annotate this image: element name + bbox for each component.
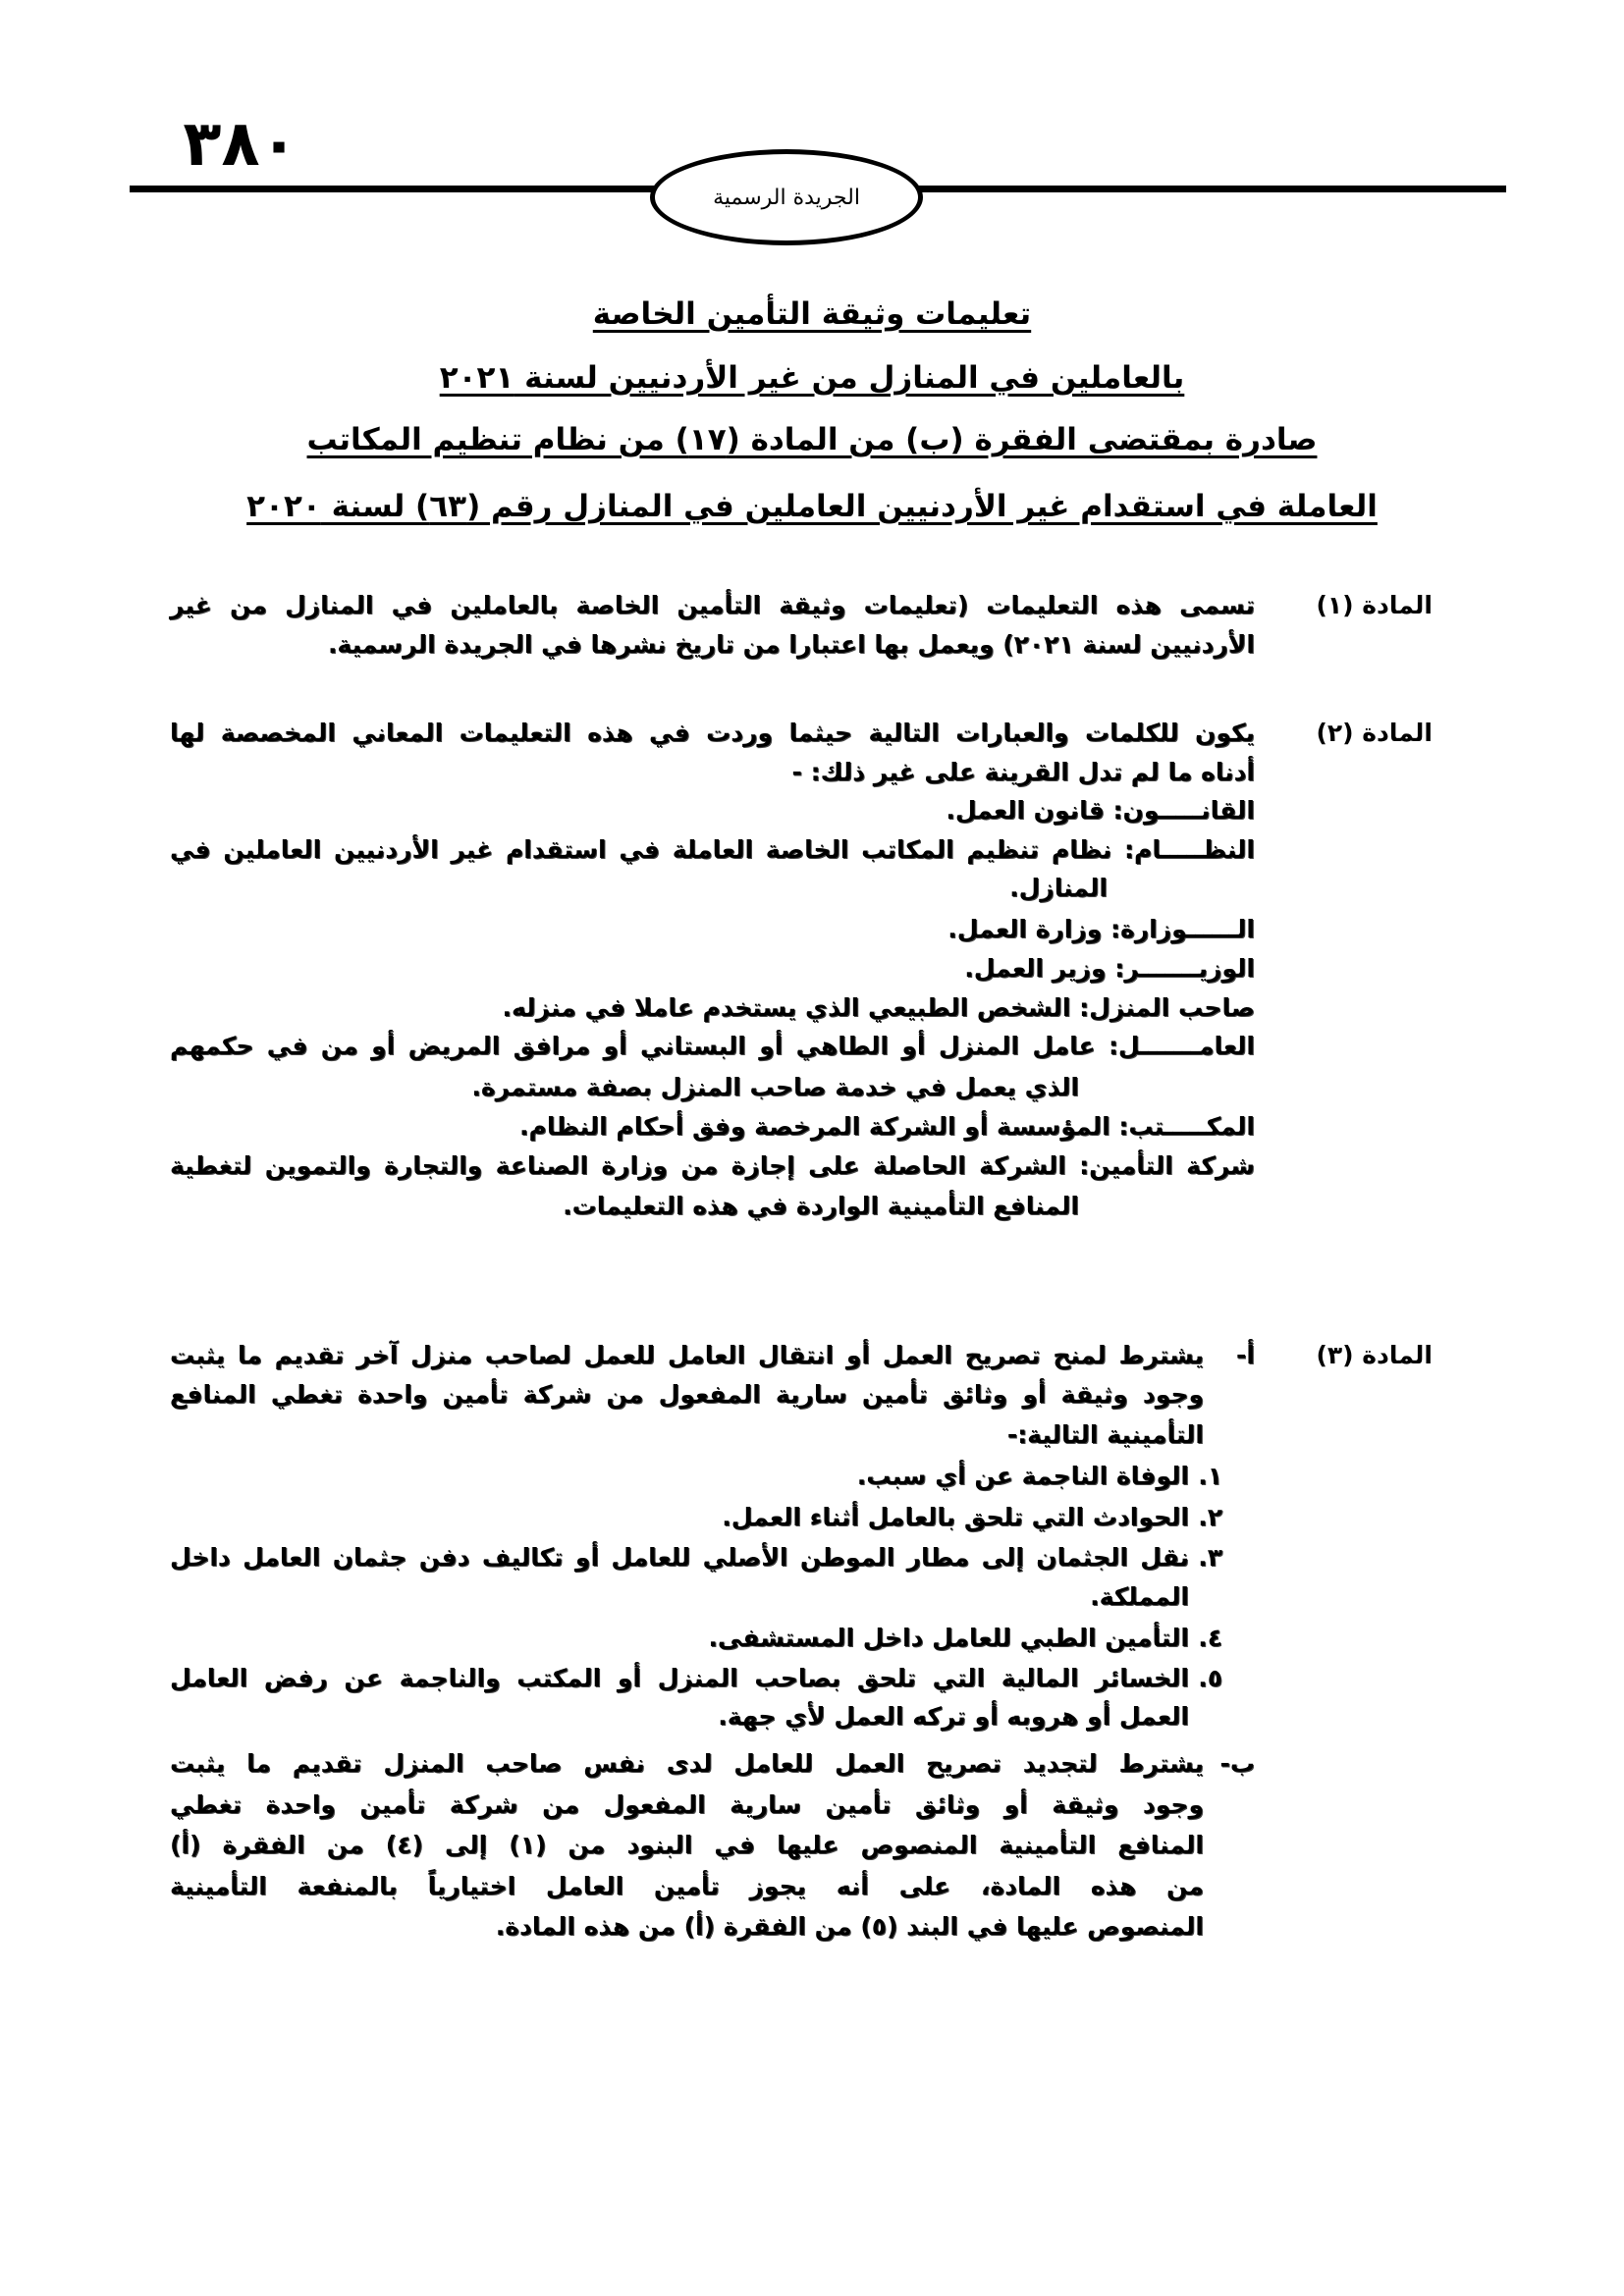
item-number: ٣. bbox=[1198, 1543, 1222, 1572]
definition-ministry: الــــــوزارة: وزارة العمل. bbox=[947, 915, 1255, 943]
definition-continuation: المنافع التأمينية الواردة في هذه التعليمات. bbox=[563, 1192, 1079, 1220]
definition-law: القانـــــون: قانون العمل. bbox=[946, 796, 1255, 825]
article-2-label: المادة (٢) bbox=[1316, 719, 1433, 747]
definition-insurer: شركة التأمين: الشركة الحاصلة على إجازة من وزارة الصناعة والتجارة والتموين لتغطية bbox=[170, 1151, 1255, 1180]
gazette-oval-label: الجريدة الرسمية bbox=[650, 149, 923, 245]
definition-office: المكـــــتب: المؤسسة أو الشركة المرخصة وفق أحكام النظام. bbox=[519, 1112, 1255, 1141]
definition-regulation: النظـــــام: نظام تنظيم المكاتب الخاصة العاملة في استقدام غير الأردنيين العاملين في bbox=[170, 835, 1255, 864]
title-line-1 bbox=[0, 296, 1624, 332]
paragraph-b-marker: ب- bbox=[1219, 1749, 1255, 1778]
title-line-4 bbox=[0, 489, 1624, 524]
list-item: نقل الجثمان إلى مطار الموطن الأصلي للعامل أو تكاليف دفن جثمان العامل داخل bbox=[170, 1543, 1189, 1572]
paragraph-a-marker: أ- bbox=[1236, 1341, 1255, 1369]
list-item: الوفاة الناجمة عن أي سبب. bbox=[856, 1462, 1189, 1490]
list-item: الحوادث التي تلحق بالعامل أثناء العمل. bbox=[722, 1503, 1189, 1531]
definition-homeowner: صاحب المنزل: الشخص الطبيعي الذي يستخدم عاملا في منزله. bbox=[502, 993, 1255, 1022]
paragraph-a-line: يشترط لمنح تصريح العمل أو انتقال العامل للعمل لصاحب منزل آخر تقديم ما يثبت bbox=[170, 1341, 1204, 1369]
paragraph-b-line: من هذه المادة، على أنه يجوز تأمين العامل اختيارياً بالمنفعة التأمينية bbox=[170, 1872, 1204, 1900]
title-line-3 bbox=[0, 422, 1624, 457]
item-number: ٤. bbox=[1198, 1624, 1222, 1652]
title-text: تعليمات وثيقة التأمين الخاصة bbox=[592, 296, 1032, 332]
definition-continuation: الذي يعمل في خدمة صاحب المنزل بصفة مستمرة. bbox=[471, 1073, 1079, 1101]
article-2-line: أدناه ما لم تدل القرينة على غير ذلك: - bbox=[791, 758, 1255, 786]
definition-minister: الوزيـــــــر: وزير العمل. bbox=[964, 954, 1255, 983]
list-item: التأمين الطبي للعامل داخل المستشفى. bbox=[708, 1624, 1189, 1652]
paragraph-b-line: يشترط لتجديد تصريح العمل للعامل لدى نفس صاحب المنزل تقديم ما يثبت bbox=[170, 1749, 1204, 1778]
article-1-line: الأردنيين لسنة ٢٠٢١) ويعمل بها اعتبارا من تاريخ نشرها في الجريدة الرسمية. bbox=[327, 630, 1255, 659]
item-number: ٢. bbox=[1198, 1503, 1222, 1531]
list-item: الخسائر المالية التي تلحق بصاحب المنزل أو المكتب والناجمة عن رفض العامل bbox=[170, 1664, 1189, 1692]
definition-worker: العامـــــــل: عامل المنزل أو الطاهي أو البستاني أو مرافق المريض أو من في حكمهم bbox=[170, 1032, 1255, 1060]
page-number: ٣٨٠ bbox=[183, 108, 298, 181]
article-2-line: يكون للكلمات والعبارات التالية حيثما وردت في هذه التعليمات المعاني المخصصة لها bbox=[170, 719, 1255, 747]
title-text: صادرة بمقتضى الفقرة (ب) من المادة (١٧) من نظام تنظيم المكاتب bbox=[306, 422, 1318, 457]
title-text: العاملة في استقدام غير الأردنيين العاملين في المنازل رقم (٦٣) لسنة ٢٠٢٠ bbox=[246, 489, 1378, 524]
title-line-2 bbox=[0, 360, 1624, 396]
article-1-label: المادة (١) bbox=[1316, 591, 1433, 619]
paragraph-a-line: وجود وثيقة أو وثائق تأمين سارية المفعول من شركة تأمين واحدة تغطي المنافع bbox=[170, 1380, 1204, 1409]
paragraph-b-line: وجود وثيقة أو وثائق تأمين سارية المفعول من شركة تأمين واحدة تغطي bbox=[170, 1790, 1204, 1819]
article-3-label: المادة (٣) bbox=[1316, 1341, 1433, 1369]
definition-continuation: المنازل. bbox=[1009, 874, 1108, 902]
list-item-continuation: المملكة. bbox=[1090, 1582, 1189, 1611]
paragraph-b-line: المنصوص عليها في البند (٥) من الفقرة (أ) من هذه المادة. bbox=[495, 1912, 1204, 1941]
item-number: ٥. bbox=[1198, 1664, 1222, 1692]
item-number: ١. bbox=[1198, 1462, 1222, 1490]
paragraph-a-line: التأمينية التالية:- bbox=[1006, 1420, 1204, 1449]
article-1-line: تسمى هذه التعليمات (تعليمات وثيقة التأمين الخاصة بالعاملين في المنازل من غير bbox=[170, 591, 1255, 619]
title-text: بالعاملين في المنازل من غير الأردنيين لسنة ٢٠٢١ bbox=[439, 360, 1185, 396]
paragraph-b-line: المنافع التأمينية المنصوص عليها في البنود من (١) إلى (٤) من الفقرة (أ) bbox=[170, 1831, 1204, 1859]
list-item-continuation: العمل أو هروبه أو تركه العمل لأي جهة. bbox=[718, 1702, 1189, 1731]
